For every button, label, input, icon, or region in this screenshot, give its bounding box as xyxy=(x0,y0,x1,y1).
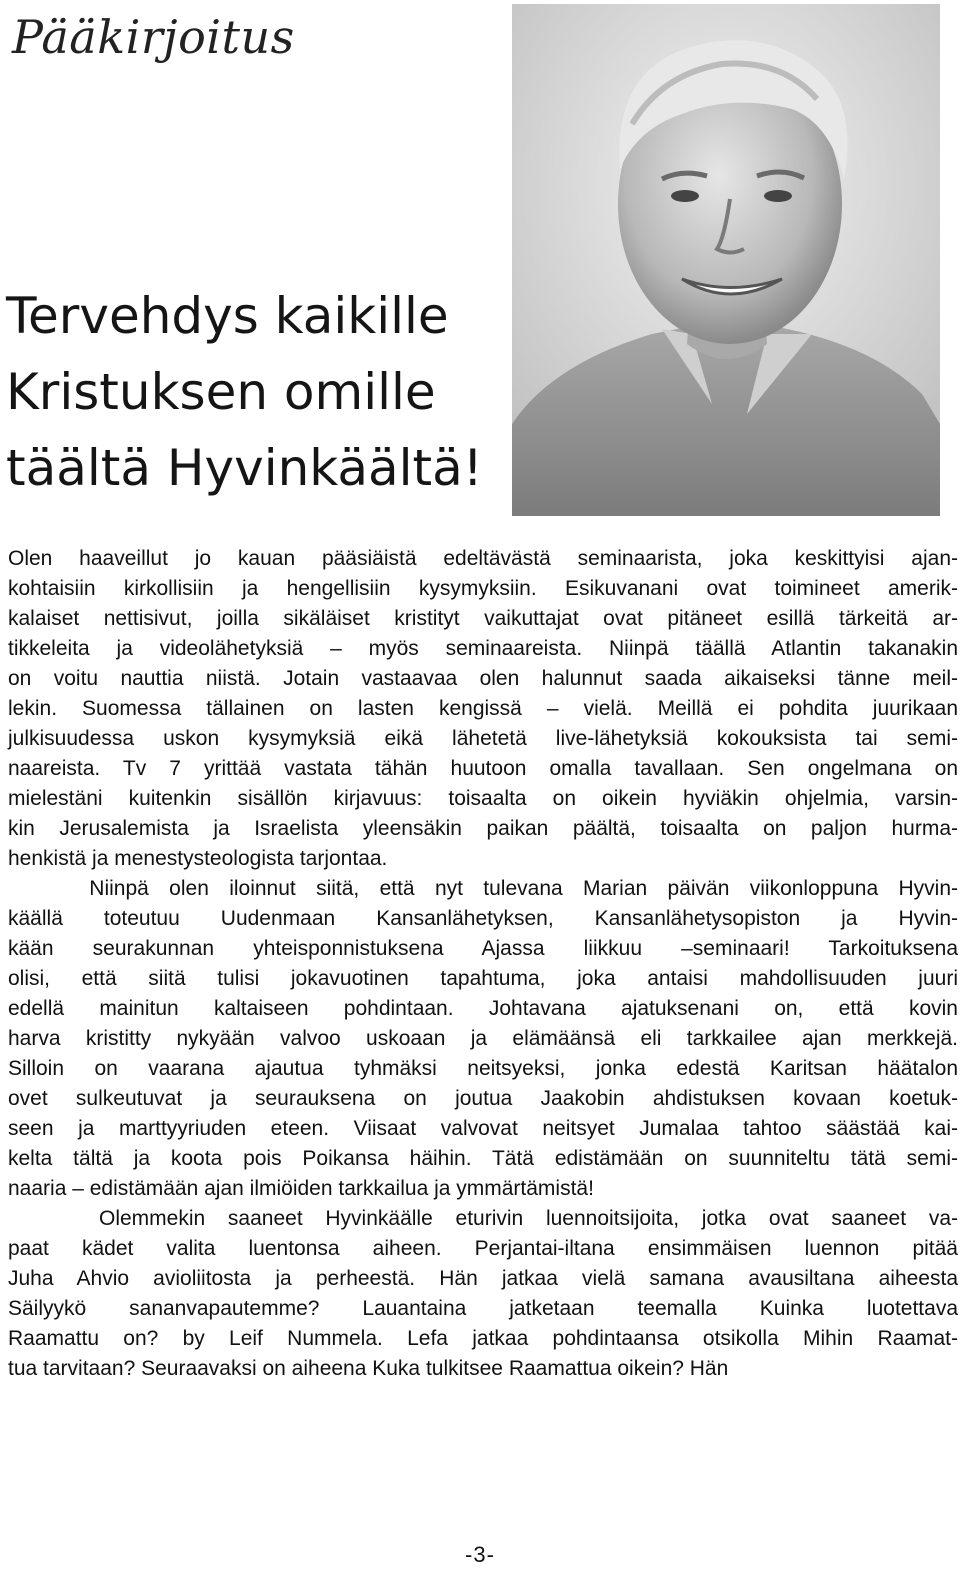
article-body xyxy=(8,544,958,1384)
portrait-image xyxy=(512,4,940,516)
body-line: Raamattu on? by Leif Nummela. Lefa jatkaa pohdintaansa otsikolla Mihin Raamat- xyxy=(8,1327,958,1350)
body-line: naareista. Tv 7 yrittää vastata tähän huutoon omalla tavallaan. Sen ongelmana on xyxy=(8,757,958,780)
body-line: tua tarvitaan? Seuraavaksi on aiheena Kuka tulkitsee Raamattua oikein? Hän xyxy=(8,1357,729,1380)
body-line: Säilyykö sananvapautemme? Lauantaina jatketaan teemalla Kuinka luotettava xyxy=(8,1297,958,1320)
page-number: -3- xyxy=(465,1542,495,1567)
headline-line: Kristuksen omille xyxy=(6,363,436,421)
body-line: seen ja marttyyriuden eteen. Viisaat valvovat neitsyet Jumalaa tahtoo säästää kai- xyxy=(8,1117,958,1140)
body-line: on voitu nauttia niistä. Jotain vastaavaa olen halunnut saada aikaiseksi tänne meil- xyxy=(8,667,958,690)
body-line: edellä mainitun kaltaiseen pohdintaan. Johtavana ajatuksenani on, että kovin xyxy=(8,997,958,1020)
body-line: Juha Ahvio avioliitosta ja perheestä. Hän jatkaa vielä samana avausiltana aiheesta xyxy=(8,1267,958,1290)
body-line: kin Jerusalemista ja Israelista yleensäkin paikan päältä, toisaalta on paljon hurma- xyxy=(8,817,958,840)
body-line: harva kristitty nykyään valvoo uskoaan ja elämäänsä eli tarkkailee ajan merkkejä. xyxy=(8,1027,958,1050)
headline xyxy=(6,278,506,506)
body-line: Olemmekin saaneet Hyvinkäälle eturivin luennoitsijoita, jotka ovat saaneet va- xyxy=(8,1207,958,1230)
headline-line: Tervehdys kaikille xyxy=(6,287,449,345)
body-line: paat kädet valita luentonsa aiheen. Perjantai-iltana ensimmäisen luennon pitää xyxy=(8,1237,958,1260)
body-line: Olen haaveillut jo kauan pääsiäistä edeltävästä seminaarista, joka keskittyisi ajan- xyxy=(8,547,958,570)
body-line: mielestäni kuitenkin sisällön kirjavuus: toisaalta on oikein hyviäkin ohjelmia, varsin- xyxy=(8,787,958,810)
body-line: naaria – edistämään ajan ilmiöiden tarkkailua ja ymmärtämistä! xyxy=(8,1177,594,1200)
section-title: Pääkirjoitus xyxy=(12,10,295,64)
body-line: Niinpä olen iloinnut siitä, että nyt tulevana Marian päivän viikonloppuna Hyvin- xyxy=(8,877,958,900)
portrait-photo xyxy=(512,4,940,516)
body-line: olisi, että siitä tulisi jokavuotinen tapahtuma, joka antaisi mahdollisuuden juuri xyxy=(8,967,958,990)
body-line: kelta tältä ja koota pois Poikansa häihin. Tätä edistämään on suunniteltu tätä semi- xyxy=(8,1147,958,1170)
body-line: Silloin on vaarana ajautua tyhmäksi neitsyeksi, jonka edestä Karitsan häätalon xyxy=(8,1057,958,1080)
body-line: henkistä ja menestysteologista tarjontaa. xyxy=(8,847,388,870)
body-line: tikkeleita ja videolähetyksiä – myös seminaareista. Niinpä täällä Atlantin takanakin xyxy=(8,637,958,660)
body-line: kalaiset nettisivut, joilla sikäläiset kristityt vaikuttajat ovat pitäneet esillä tärkeitä ar- xyxy=(8,607,958,630)
body-line: lekin. Suomessa tällainen on lasten kengissä – vielä. Meillä ei pohdita juurikaan xyxy=(8,697,958,720)
body-line: julkisuudessa uskon kysymyksiä eikä lähetetä live-lähetyksiä kokouksista tai semi- xyxy=(8,727,958,750)
body-line: ovet sulkeutuvat ja seurauksena on joutua Jaakobin ahdistuksen kovaan koetuk- xyxy=(8,1087,958,1110)
body-line: käällä toteutuu Uudenmaan Kansanlähetyksen, Kansanlähetysopiston ja Hyvin- xyxy=(8,907,958,930)
body-line: kään seurakunnan yhteisponnistuksena Ajassa liikkuu –seminaari! Tarkoituksena xyxy=(8,937,958,960)
body-line: kohtaisiin kirkollisiin ja hengellisiin kysymyksiin. Esikuvanani ovat toimineet amerik- xyxy=(8,577,958,600)
headline-line: täältä Hyvinkäältä! xyxy=(6,439,483,497)
